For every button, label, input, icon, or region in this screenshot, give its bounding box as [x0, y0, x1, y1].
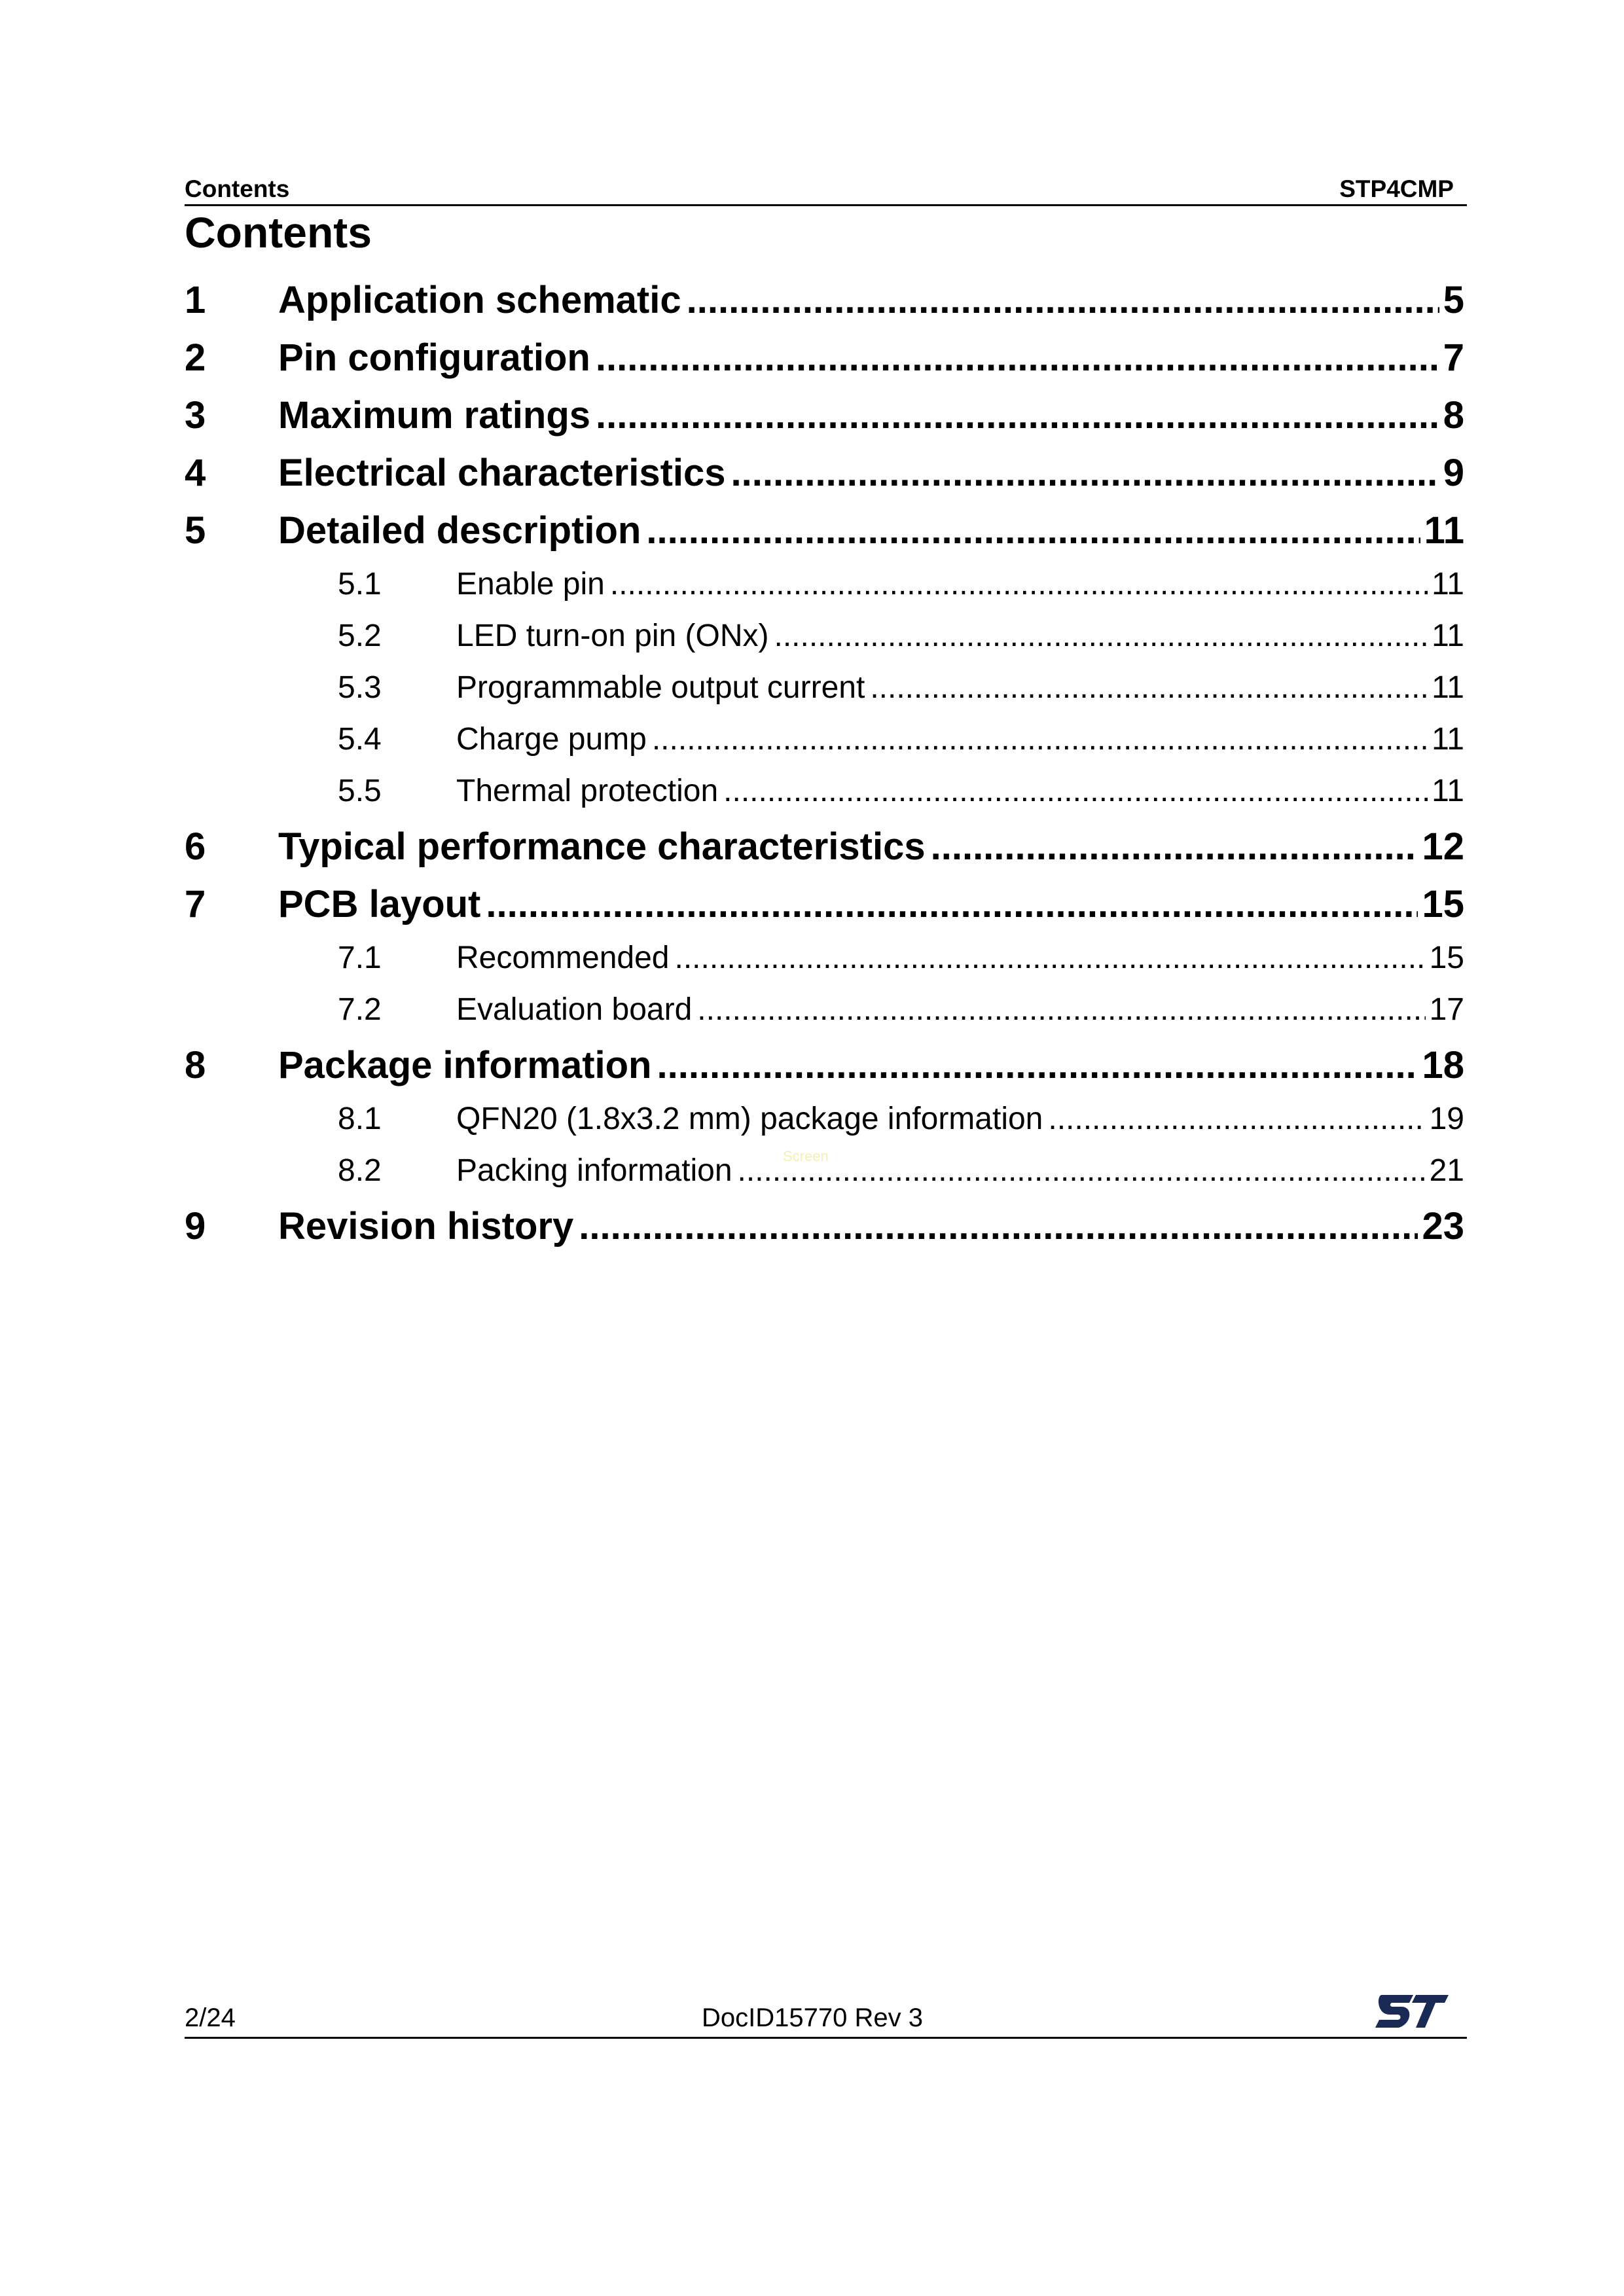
page-title: Contents: [185, 208, 372, 257]
toc-entry-number: 4: [185, 452, 206, 494]
toc-dot-leader: [579, 1204, 1418, 1248]
toc-entry-title[interactable]: Packing information: [456, 1153, 738, 1189]
toc-entry-number: 5.2: [338, 619, 382, 653]
toc-entry-title[interactable]: Pin configuration: [278, 336, 596, 380]
toc-dot-leader: [931, 825, 1418, 869]
toc-entry-number: 5: [185, 509, 206, 552]
toc-subentry[interactable]: [185, 1153, 1464, 1204]
toc-subentry[interactable]: [185, 1101, 1464, 1153]
toc-entry-number: 5.5: [338, 774, 382, 808]
toc-dot-leader: [596, 393, 1439, 437]
toc-entry-number: 7.1: [338, 941, 382, 975]
page-footer: [185, 1990, 1467, 2039]
toc-entry-page[interactable]: 21: [1429, 1153, 1464, 1188]
toc-entry-title-wrap: [456, 773, 1428, 809]
toc-entry-title[interactable]: Maximum ratings: [278, 393, 596, 437]
toc-entry[interactable]: [185, 825, 1464, 882]
toc-entry-page[interactable]: 11: [1432, 619, 1464, 653]
toc-entry-title-wrap: [278, 825, 1418, 869]
toc-dot-leader: [687, 278, 1439, 322]
toc-entry-number: 5.3: [338, 670, 382, 705]
toc-entry-number: 7: [185, 883, 206, 925]
toc-dot-leader: [486, 882, 1418, 926]
toc-subentry[interactable]: [185, 670, 1464, 721]
toc-entry-title-wrap: [278, 278, 1439, 322]
toc-entry-title[interactable]: Detailed description: [278, 509, 646, 552]
toc-dot-leader: [652, 721, 1428, 757]
toc-entry[interactable]: [185, 336, 1464, 393]
toc-entry-title-wrap: [278, 336, 1439, 380]
toc-entry-page[interactable]: 11: [1432, 774, 1464, 808]
toc-entry-title[interactable]: Programmable output current: [456, 670, 870, 706]
toc-entry-title-wrap: [456, 940, 1426, 976]
toc-dot-leader: [723, 773, 1428, 809]
toc-entry-title-wrap: [456, 721, 1428, 757]
toc-entry-page[interactable]: 12: [1422, 825, 1464, 868]
toc-entry-page[interactable]: 7: [1443, 336, 1464, 379]
toc-dot-leader: [774, 618, 1428, 654]
toc-dot-leader: [646, 509, 1420, 552]
toc-entry-page[interactable]: 11: [1432, 670, 1464, 705]
toc-entry-title-wrap: [456, 1101, 1426, 1137]
toc-entry-number: 2: [185, 336, 206, 379]
toc-entry[interactable]: [185, 1204, 1464, 1262]
toc-entry-title[interactable]: LED turn-on pin (ONx): [456, 618, 774, 654]
toc-entry-number: 5.4: [338, 722, 382, 757]
toc-entry-title[interactable]: Evaluation board: [456, 992, 697, 1028]
toc-entry-number: 3: [185, 394, 206, 437]
toc-entry-page[interactable]: 9: [1443, 452, 1464, 494]
toc-dot-leader: [610, 566, 1428, 602]
toc-entry-page[interactable]: 15: [1422, 883, 1464, 925]
toc-entry-title-wrap: [278, 882, 1418, 926]
toc-entry-title[interactable]: PCB layout: [278, 882, 486, 926]
toc-entry-title-wrap: [456, 1153, 1426, 1189]
toc-dot-leader: [1048, 1101, 1425, 1137]
toc-entry[interactable]: [185, 451, 1464, 509]
toc-entry-page[interactable]: 17: [1429, 992, 1464, 1027]
header-product-name: STP4CMP: [1339, 175, 1454, 202]
stray-mark: Screen: [783, 1148, 829, 1164]
toc-subentry[interactable]: [185, 618, 1464, 670]
toc-entry-number: 7.2: [338, 992, 382, 1027]
toc-entry-title[interactable]: Charge pump: [456, 721, 652, 757]
toc-entry-number: 1: [185, 279, 206, 321]
toc-subentry[interactable]: [185, 992, 1464, 1043]
toc-entry-number: 8.2: [338, 1153, 382, 1188]
toc-entry-title[interactable]: Typical performance characteristics: [278, 825, 931, 869]
toc-dot-leader: [731, 451, 1439, 495]
toc-entry-title[interactable]: Thermal protection: [456, 773, 723, 809]
toc-entry-title[interactable]: QFN20 (1.8x3.2 mm) package information: [456, 1101, 1048, 1137]
toc-entry-number: 8.1: [338, 1102, 382, 1136]
toc-entry-number: 6: [185, 825, 206, 868]
toc-entry-page[interactable]: 11: [1432, 722, 1464, 757]
footer-doc-id: DocID15770 Rev 3: [702, 2003, 923, 2032]
toc-dot-leader: [738, 1153, 1426, 1189]
toc-dot-leader: [697, 992, 1425, 1028]
toc-entry-title-wrap: [278, 393, 1439, 437]
st-logo-icon: [1373, 1991, 1450, 2032]
table-of-contents: [185, 278, 1464, 1262]
toc-entry-title-wrap: [456, 566, 1428, 602]
toc-dot-leader: [675, 940, 1426, 976]
toc-entry-title-wrap: [278, 1043, 1418, 1087]
toc-entry-title-wrap: [456, 992, 1426, 1028]
toc-entry-page[interactable]: 15: [1429, 941, 1464, 975]
toc-dot-leader: [596, 336, 1439, 380]
running-header: [185, 173, 1467, 206]
footer-page-number: 2/24: [185, 2003, 236, 2032]
toc-dot-leader: [657, 1043, 1418, 1087]
toc-subentry[interactable]: [185, 566, 1464, 618]
toc-subentry[interactable]: [185, 721, 1464, 773]
toc-entry[interactable]: [185, 1043, 1464, 1101]
toc-entry-title-wrap: [278, 509, 1420, 552]
toc-entry[interactable]: [185, 882, 1464, 940]
toc-entry-page[interactable]: 23: [1422, 1205, 1464, 1247]
toc-entry-page[interactable]: 5: [1443, 279, 1464, 321]
toc-entry-page[interactable]: 8: [1443, 394, 1464, 437]
toc-entry-title[interactable]: Package information: [278, 1043, 657, 1087]
toc-entry-title-wrap: [278, 451, 1439, 495]
toc-entry-title[interactable]: Revision history: [278, 1204, 579, 1248]
toc-entry-title-wrap: [456, 618, 1428, 654]
toc-entry[interactable]: [185, 509, 1464, 566]
toc-entry-page[interactable]: 19: [1429, 1102, 1464, 1136]
toc-entry-title-wrap: [278, 1204, 1418, 1248]
toc-entry[interactable]: [185, 278, 1464, 336]
toc-entry-title[interactable]: Enable pin: [456, 566, 610, 602]
toc-dot-leader: [870, 670, 1428, 706]
toc-entry-page[interactable]: 11: [1424, 509, 1464, 552]
toc-entry-number: 8: [185, 1044, 206, 1086]
toc-entry-title[interactable]: Application schematic: [278, 278, 687, 322]
header-section-title: Contents: [185, 175, 290, 202]
toc-entry-title[interactable]: Electrical characteristics: [278, 451, 731, 495]
toc-entry-title[interactable]: Recommended: [456, 940, 675, 976]
toc-subentry[interactable]: [185, 773, 1464, 825]
toc-entry[interactable]: [185, 393, 1464, 451]
toc-entry-number: 9: [185, 1205, 206, 1247]
toc-entry-page[interactable]: 11: [1432, 567, 1464, 601]
toc-entry-number: 5.1: [338, 567, 382, 601]
toc-entry-page[interactable]: 18: [1422, 1044, 1464, 1086]
toc-subentry[interactable]: [185, 940, 1464, 992]
toc-entry-title-wrap: [456, 670, 1428, 706]
